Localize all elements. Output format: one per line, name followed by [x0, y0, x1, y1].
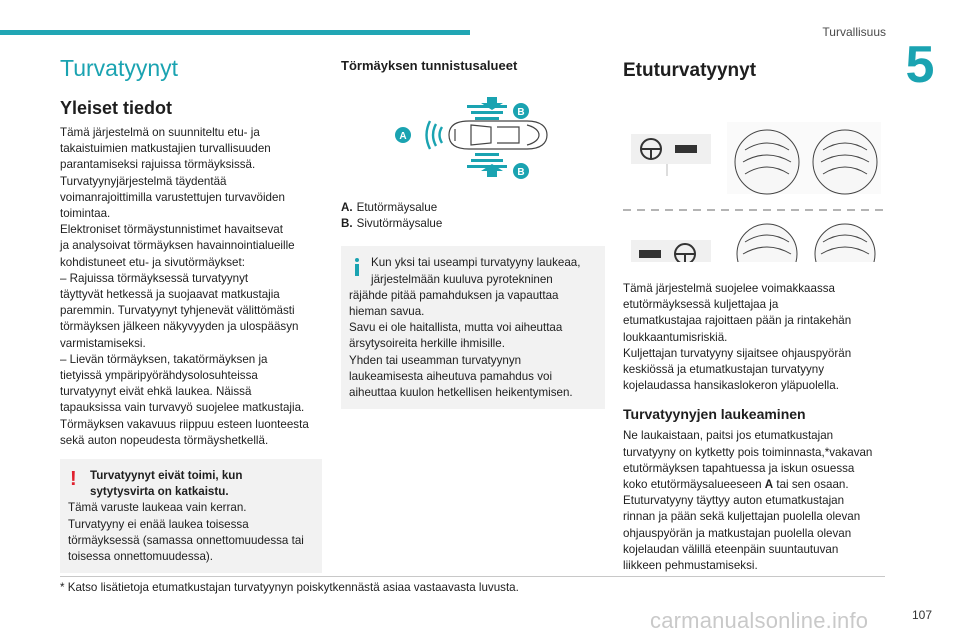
text-line: etutörmäyksessä kuljettajaa ja [623, 298, 779, 312]
column-detection-zones [341, 58, 605, 409]
text-line: rinnan ja pään sekä kuljettajan puolella olevan [623, 510, 861, 524]
warning-lead: sytytysvirta on katkaistu. [90, 485, 229, 499]
warning-box [60, 459, 322, 573]
info-line: Yhden tai useamman turvatyynyn [349, 353, 522, 367]
text-line: Elektroniset törmäystunnistimet havaitsevat [60, 223, 283, 237]
text-line: paremmin. Turvatyynyt tyhjenevät välittömästi [60, 304, 295, 318]
text-line: takaistuimien matkustajien turvallisuuden [60, 142, 271, 156]
info-box [341, 246, 605, 409]
text-line: turvatyynyt eivät ehkä laukea. Näissä [60, 385, 252, 399]
text-line: Turvatyynyjärjestelmä täydentää [60, 174, 227, 188]
airbag-illustration-lower [737, 224, 875, 262]
info-line: hieman savua. [349, 305, 425, 319]
section-name: Turvallisuus [822, 25, 886, 39]
info-lead: järjestelmään kuuluva pyrotekninen [371, 272, 553, 286]
warning-line: Tämä varuste laukeaa vain kerran. [68, 501, 247, 515]
text-line: voimanrajoittimilla varustettujen turvavöiden [60, 190, 285, 204]
text-line: liikkeen pehmustamiseksi. [623, 559, 758, 573]
text-line: ja analysoivat törmäyksen havainnointialueille [60, 239, 295, 253]
car-outline [449, 121, 547, 149]
side-impact-arrows-bottom [467, 153, 507, 177]
text-line: etumatkustajaa rajoittaen pään ja rintakehän [623, 314, 852, 328]
text-line: kohdistuneet etu- ja sivutörmäykset: [60, 255, 245, 269]
warning-line: Turvatyyny ei enää laukea toisessa [68, 517, 249, 531]
warning-lead: Turvatyynyt eivät toimi, kun [90, 469, 243, 483]
column-front-airbags [623, 56, 885, 574]
zone-a-label: A [399, 131, 407, 142]
text-line: parantamiseksi rajuissa törmäyksissä. [60, 158, 256, 172]
deployment-body [623, 428, 885, 574]
text-line: kojelaudan välillä eteenpäin suuntautuvan [623, 542, 839, 556]
text-line: Kuljettajan turvatyyny sijaitsee ohjauspyörän [623, 346, 852, 360]
zone-b-marker-bottom [513, 163, 529, 179]
text-line: – Lievän törmäyksen, takatörmäyksen ja [60, 352, 268, 366]
warning-line: toisessa onnettomuudessa). [68, 550, 214, 564]
info-lead: Kun yksi tai useampi turvatyyny laukeaa, [371, 256, 581, 270]
info-line: Savu ei ole haitallista, mutta voi aiheuttaa [349, 321, 563, 335]
front-airbags-illustration [623, 92, 885, 262]
text-line: sekä auton nopeudesta törmäyshetkellä. [60, 433, 269, 447]
footnote: * Katso lisätietoja etumatkustajan turvatyynyn poiskytkennästä asiaa vastaavasta luvusta. [60, 581, 519, 594]
footnote-divider [60, 576, 885, 577]
text-line: keskiössä ja etumatkustajan turvatyyny [623, 363, 825, 377]
side-impact-arrows-top [467, 97, 507, 120]
legend-item-b: B. Sivutörmäysalue [341, 217, 443, 231]
text-line: Tämä järjestelmä suojelee voimakkaassa [623, 282, 835, 295]
car-detection-zones-diagram [341, 81, 605, 189]
text-line: koko etutörmäysalueeseen A tai sen osaan. [623, 478, 849, 492]
text-line: Tämä järjestelmä on suunniteltu etu- ja [60, 126, 260, 139]
page-title: Turvatyynyt [60, 55, 179, 81]
info-line: ärsytysoireita herkille ihmisille. [349, 337, 505, 351]
general-body [60, 125, 322, 449]
diagram-legend [341, 200, 605, 232]
zone-b-label: B [517, 107, 525, 118]
chapter-number: 5 [905, 36, 935, 94]
text-line: Ne laukaistaan, paitsi jos etumatkustajan [623, 429, 834, 443]
text-line: toimintaa. [60, 207, 111, 221]
header-accent-bar [0, 30, 470, 35]
zone-b-label: B [517, 167, 525, 178]
legend-item-a: A. Etutörmäysalue [341, 201, 438, 214]
text-line: etutörmäyksen tapahtuessa ja iskun osuessa [623, 461, 855, 475]
info-line: aiheuttaa kuulon hetkellisen heikentymisen. [349, 386, 573, 400]
info-icon [353, 258, 361, 276]
text-line: varmistamiseksi. [60, 336, 146, 350]
zone-b-marker-top [513, 103, 529, 119]
text-line: Etuturvatyyny täyttyy auton etumatkustajan [623, 494, 845, 508]
text-line: törmäyksen jälkeen näkyvyyden ja ulospääsyn [60, 320, 299, 334]
airbag-illustration-upper [727, 122, 881, 194]
text-line: turvatyyny on kytketty pois toiminnasta,*vakavan [623, 445, 873, 459]
heading-front-airbags: Etuturvatyynyt [623, 60, 757, 81]
steering-wheel-icon [631, 134, 711, 176]
text-line: ohjauspyörän ja matkustajan puolella olevan [623, 526, 852, 540]
text-line: loukkaantumisriskiä. [623, 330, 728, 344]
front-airbags-body [623, 281, 885, 394]
column-general-info [60, 55, 322, 573]
watermark: carmanualsonline.info [650, 608, 869, 633]
text-line: tapauksissa vain turvavyö suojelee matkustajia. [60, 401, 305, 415]
text-line: Törmäyksen vakavuus riippuu esteen luonteesta [60, 417, 309, 431]
text-line: kojelaudassa hansikaslokeron yläpuolella. [623, 379, 839, 393]
zone-a-marker [395, 127, 411, 143]
info-line: laukeamisesta aiheutuva pamahdus voi [349, 369, 553, 383]
info-line: räjähde pitää pamahduksen ja vapauttaa [349, 288, 559, 302]
heading-detection-zones: Törmäyksen tunnistusalueet [341, 58, 518, 73]
front-impact-arrows [427, 121, 443, 149]
warning-exclamation-icon: ! [70, 468, 77, 491]
page-number: 107 [911, 608, 932, 622]
heading-deployment: Turvatyynyjen laukeaminen [623, 406, 806, 423]
text-line: täyttyvät hetkessä ja suojaavat matkustajia [60, 288, 280, 302]
heading-general: Yleiset tiedot [60, 98, 173, 118]
steering-wheel-icon-rhd [631, 240, 711, 262]
text-line: tietyissä ympäripyörähdysolosuhteissa [60, 369, 258, 383]
warning-line: törmäyksessä (samassa onnettomuudessa tai [68, 533, 304, 547]
text-line: – Rajuissa törmäyksessä turvatyynyt [60, 271, 249, 285]
